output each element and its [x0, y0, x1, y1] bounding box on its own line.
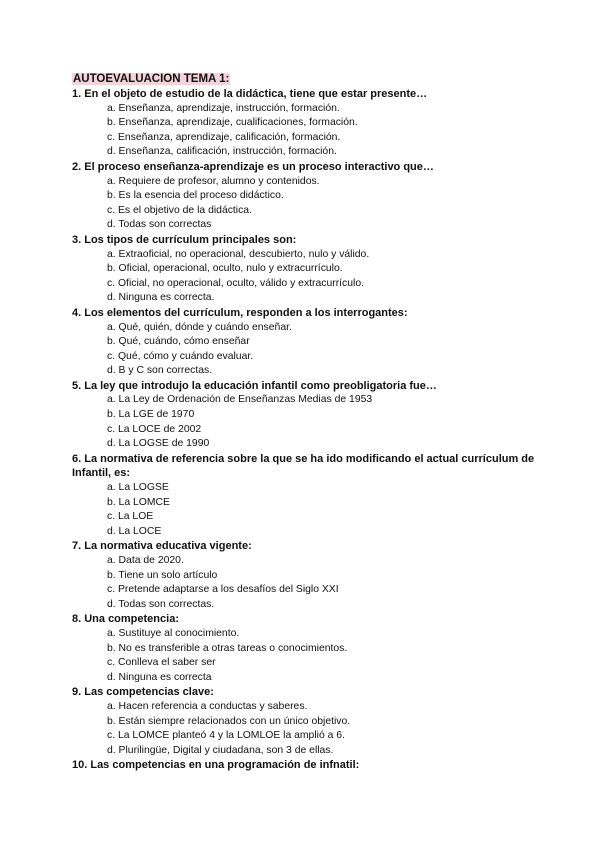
answer-option: b. Tiene un solo artículo: [107, 569, 218, 581]
answer-option: d. Ninguna es correcta.: [107, 292, 215, 304]
answer-option: a. Enseñanza, aprendizaje, instrucción, formación.: [107, 102, 340, 114]
answer-option: a. La Ley de Ordenación de Enseñanzas Medias de 1953: [107, 394, 373, 406]
answer-option: c. La LOE: [107, 511, 154, 523]
question-text: 1. En el objeto de estudio de la didáctica, tiene que estar presente…: [72, 88, 428, 100]
answer-option: b. Oficial, operacional, oculto, nulo y extracurrículo.: [107, 263, 343, 275]
answer-option: a. Sustituye al conocimiento.: [107, 627, 240, 639]
answer-option: b. Están siempre relacionados con un único objetivo.: [107, 715, 351, 727]
question-text: 2. El proceso enseñanza-aprendizaje es un proceso interactivo que…: [72, 160, 434, 173]
answer-option: a. Data de 2020.: [107, 555, 184, 566]
answer-option: d. Ninguna es correcta: [107, 671, 212, 683]
answer-option: c. Es el objetivo de la didáctica.: [107, 204, 252, 216]
answer-option: c. Enseñanza, aprendizaje, calificación, formación.: [107, 131, 341, 143]
answer-option: a. Requiere de profesor, alumno y contenidos.: [107, 175, 320, 187]
answer-option: b. La LGE de 1970: [107, 409, 195, 421]
answer-option: b. Enseñanza, aprendizaje, cualificaciones, formación.: [107, 117, 358, 129]
answer-option: d. Todas son correctas: [107, 219, 212, 231]
answer-option: d. La LOGSE de 1990: [107, 438, 210, 450]
answer-option: a. Hacen referencia a conductas y saberes.: [107, 700, 308, 712]
answer-option: d. Todas son correctas.: [107, 598, 215, 610]
answer-option: c. La LOMCE planteó 4 y la LOMLOE la amplió a 6.: [107, 730, 345, 742]
question-text: 8. Una competencia:: [72, 613, 179, 626]
question-text: 7. La normativa educativa vigente:: [72, 540, 252, 553]
answer-option: b. La LOMCE: [107, 496, 170, 508]
answer-option: a. Extraoficial, no operacional, descubierto, nulo y válido.: [107, 248, 370, 260]
question-text: 6. La normativa de referencia sobre la que se ha ido modificando el actual currículum de Infantil, es:: [72, 452, 535, 480]
answer-option: c. Oficial, no operacional, oculto, válido y extracurrículo.: [107, 277, 365, 289]
question-text: 4. Los elementos del currículum, responden a los interrogantes:: [72, 306, 408, 319]
answer-option: b. Qué, cuándo, cómo enseñar: [107, 336, 250, 348]
question-text: 5. La ley que introdujo la educación infantil como preobligatoria fue…: [72, 379, 437, 392]
answer-option: b. Es la esencia del proceso didáctico.: [107, 190, 284, 202]
answer-option: a. La LOGSE: [107, 482, 169, 494]
answer-option: d. La LOCE: [107, 525, 162, 537]
title-highlight: AUTOEVALUACION TEMA 1:: [73, 73, 230, 85]
answer-option: c. La LOCE de 2002: [107, 423, 202, 435]
answer-option: d. Enseñanza, calificación, instrucción, formación.: [107, 146, 337, 158]
answer-option: a. Qué, quién, dónde y cuándo enseñar.: [107, 321, 292, 333]
answer-option: c. Pretende adaptarse a los desafíos del Siglo XXI: [107, 584, 339, 596]
page-title: [72, 72, 230, 86]
question-text: 3. Los tipos de currículum principales son:: [72, 233, 297, 246]
answer-option: c. Qué, cómo y cuándo evaluar.: [107, 350, 254, 362]
answer-option: d. Plurilingüe, Digital y ciudadana, son 3 de ellas.: [107, 744, 334, 756]
answer-option: b. No es transferible a otras tareas o conocimientos.: [107, 642, 348, 654]
question-text: 10. Las competencias en una programación de infnatil:: [72, 759, 360, 772]
answer-option: c. Conlleva el saber ser: [107, 657, 216, 669]
question-text: 9. Las competencias clave:: [72, 686, 214, 699]
answer-option: d. B y C son correctas.: [107, 365, 213, 377]
question-list: [72, 87, 542, 773]
